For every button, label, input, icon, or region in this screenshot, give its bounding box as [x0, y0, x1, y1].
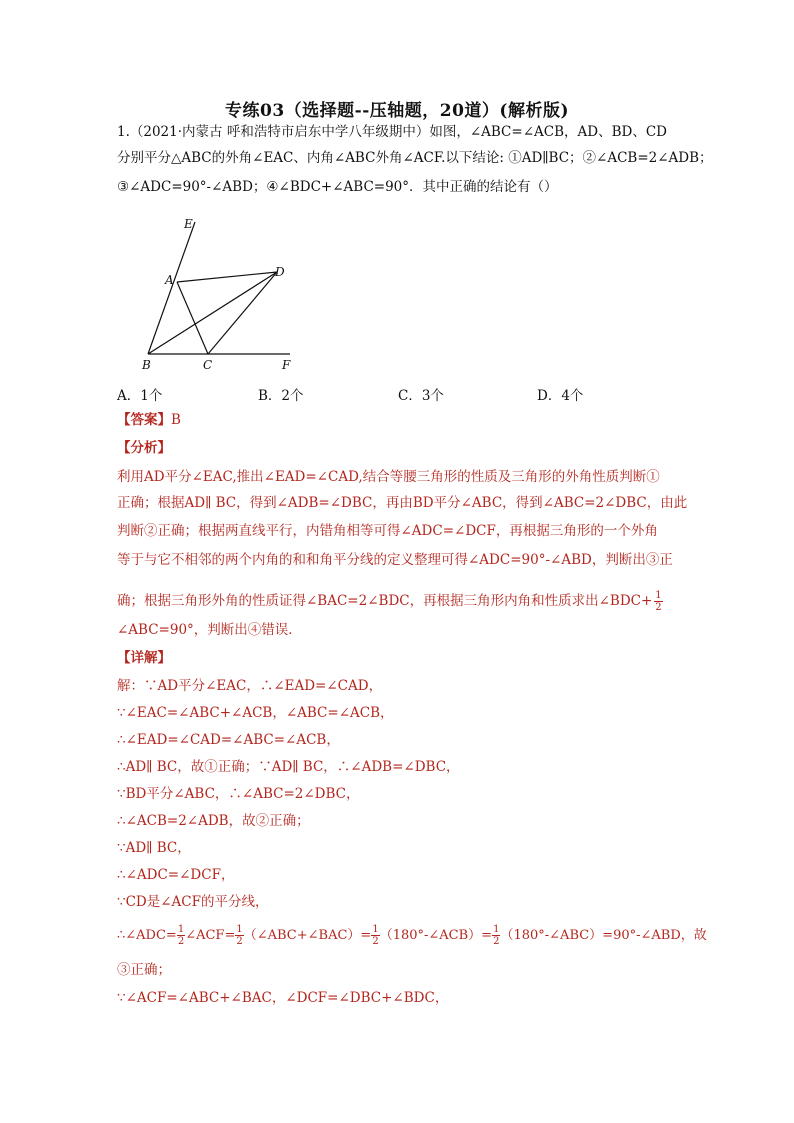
question-line-1: 1.（2021·内蒙古 呼和浩特市启东中学八年级期中）如图，∠ABC=∠ACB，AD、BD、CD [117, 124, 667, 140]
detail-line-10 [117, 924, 707, 947]
detail-line-4: ∴AD∥ BC，故①正确；∵AD∥ BC，∴∠ADB=∠DBC， [117, 759, 460, 775]
label-E: E [184, 217, 193, 231]
fraction-num: 1 [493, 924, 500, 935]
fraction-den: 2 [177, 936, 185, 947]
option-a: A．1个 [117, 388, 163, 404]
fraction-half-a [654, 590, 662, 613]
detail-line-8: ∴∠ADC=∠DCF， [117, 867, 235, 883]
fraction-num: 1 [236, 924, 243, 935]
answer-value: B [171, 412, 181, 428]
detail-long-p4: （180°-∠ACB）= [379, 928, 493, 943]
analysis-label-row [117, 438, 687, 458]
fraction-den: 2 [655, 602, 662, 613]
analysis-line-5 [117, 590, 687, 613]
line-CD [208, 272, 277, 354]
detail-line-11: ③正确； [117, 962, 171, 978]
detail-line-5: ∵BD平分∠ABC，∴∠ABC=2∠DBC， [117, 786, 360, 802]
detail-long-p3: （∠ABC+∠BAC）= [243, 928, 372, 943]
fraction-den: 2 [493, 936, 500, 947]
detail-label-row [117, 648, 687, 668]
fraction-half-d [371, 924, 379, 947]
option-d: D．4个 [537, 388, 584, 404]
label-D: D [275, 265, 285, 279]
fraction-den: 2 [236, 936, 243, 947]
analysis-line-4: 等于与它不相邻的两个内角的和和角平分线的定义整理可得∠ADC=90°-∠ABD，判断出③正 [117, 552, 673, 568]
fraction-num: 1 [655, 590, 662, 601]
analysis-line-2: 正确；根据AD∥ BC，得到∠ADB=∠DBC，再由BD平分∠ABC，得到∠ABC=2∠DBC，由此 [117, 495, 688, 511]
label-B: B [142, 358, 151, 372]
line-AD [177, 272, 277, 282]
geometry-figure [130, 212, 310, 377]
question-line-2: 分别平分△ABC的外角∠EAC、内角∠ABC外角∠ACF.以下结论: ①AD∥BC；②∠ACB=2∠ADB； [117, 150, 713, 166]
answer-label: 【答案】 [117, 412, 171, 428]
detail-line-6: ∴∠ACB=2∠ADB，故②正确； [117, 813, 310, 829]
analysis-line-6: ∠ABC=90°，判断出④错误． [117, 622, 302, 638]
detail-long-p1: ∴∠ADC= [117, 928, 177, 943]
analysis-line-1: 利用AD平分∠EAC,推出∠EAD=∠CAD,结合等腰三角形的性质及三角形的外角性质判断① [117, 469, 660, 485]
fraction-half-c [235, 924, 243, 947]
detail-line-2: ∵∠EAC=∠ABC+∠ACB，∠ABC=∠ACB， [117, 705, 394, 721]
label-A: A [165, 273, 174, 287]
detail-line-7: ∵AD∥ BC， [117, 840, 191, 856]
fraction-half-b [177, 924, 185, 947]
analysis-label: 【分析】 [117, 440, 171, 456]
option-c: C．3个 [398, 388, 444, 404]
label-C: C [203, 358, 213, 372]
line-AC [177, 282, 208, 354]
line-BE [148, 222, 195, 354]
detail-line-3: ∴∠EAD=∠CAD=∠ABC=∠ACB， [117, 732, 340, 748]
detail-label: 【详解】 [117, 650, 171, 666]
analysis-line-3: 判断②正确；根据两直线平行，内错角相等可得∠ADC=∠DCF，再根据三角形的一个外角 [117, 523, 658, 539]
detail-long-p5: （180°-∠ABC）=90°-∠ABD，故 [500, 928, 707, 943]
page-title: 专练03（选择题--压轴题，20道）(解析版) [224, 101, 569, 121]
analysis-line-5-text: 确；根据三角形外角的性质证得∠BAC=2∠BDC，再根据三角形内角和性质求出∠BDC+ [117, 593, 653, 609]
detail-line-1: 解：∵AD平分∠EAC，∴∠EAD=∠CAD， [117, 678, 383, 694]
question-line-3: ③∠ADC=90°-∠ABD；④∠BDC+∠ABC=90°．其中正确的结论有（） [117, 179, 558, 195]
detail-long-p2: ∠ACF= [185, 928, 236, 943]
fraction-num: 1 [372, 924, 379, 935]
detail-line-12: ∵∠ACF=∠ABC+∠BAC，∠DCF=∠DBC+∠BDC， [117, 990, 449, 1006]
fraction-den: 2 [372, 936, 379, 947]
fraction-num: 1 [177, 924, 185, 935]
option-b: B．2个 [258, 388, 304, 404]
detail-line-9: ∵CD是∠ACF的平分线， [117, 894, 269, 910]
label-F: F [282, 358, 291, 372]
answer-row [117, 410, 687, 430]
